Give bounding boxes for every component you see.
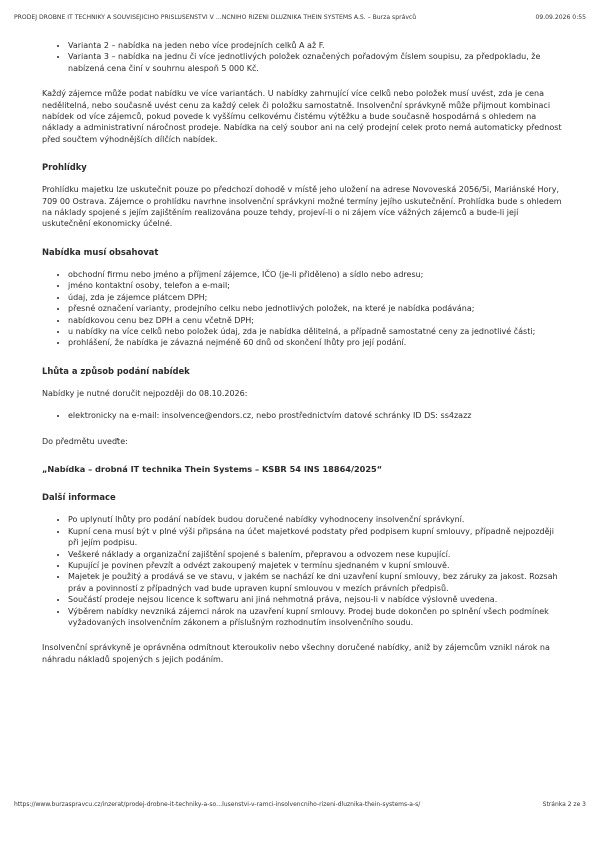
list-item: • Kupní cena musí být v plné výši připsána na účet majetkové podstaty před podpisem kupní smlouvy, případně nejpozději při jejím podpisu.: [68, 526, 564, 549]
list-item: • Veškeré náklady a organizační zajištění spojené s balením, přepravou a odvozem nese kupující.: [68, 549, 564, 560]
list-item: • Součástí prodeje nejsou licence k softwaru ani jiná nehmotná práva, nejsou-li v nabídce výslovně uvedena.: [68, 594, 564, 605]
list-item: • Majetek je použitý a prodává se ve stavu, v jakém se nachází ke dni uzavření kupní smlouvy, bez záruky za jakost. Rozsah práv a povinností z případných vad bude upraven kupní smlouvou v mezích právních předpisů.: [68, 571, 564, 594]
print-footer: [14, 801, 586, 808]
prohlidky-text: Prohlídku majetku lze uskutečnit pouze po předchozí dohodě v místě jeho uložení na adrese Novoveská 2056/5i, Mariánské Hory, 709 00 Ostrava. Zájemce o prohlídku navrhne insolvenční správkyni možné termíny jejího uskutečnění. Prohlídka bude s ohledem na náklady spojené s jejím zajištěním realizována pouze tehdy, projeví-li o ni zájem více vážných zájemců a bude-li její uskutečnění ekonomicky účelné.: [42, 185, 562, 229]
dalsi-list: [42, 514, 564, 628]
list-item: • Výběrem nabídky nevzniká zájemci nárok na uzavření kupní smlouvy. Prodej bude dokončen po splnění všech podmínek vyžadovaných insolvenčním zákonem a příslušným rozhodnutím insolvenčního soudu.: [68, 606, 564, 629]
list-item: • Varianta 3 – nabídka na jednu či více jednotlivých položek označených pořadovým číslem soupisu, za předpokladu, že nabízená cena činí v souhrnu alespoň 5 000 Kč.: [68, 51, 564, 74]
list-item: • jméno kontaktní osoby, telefon a e-mail;: [68, 280, 564, 291]
heading-dalsi: Další informace: [42, 492, 116, 503]
closing-paragraph: Insolvenční správkyně je oprávněna odmítnout kteroukoliv nebo všechny doručené nabídky, aniž by zájemcům vznikl nárok na náhradu nákladů spojených s jejich podáním.: [42, 643, 550, 664]
lhuta-text: Nabídky je nutné doručit nejpozději do 08.10.2026:: [42, 388, 248, 398]
variants-paragraph: Každý zájemce může podat nabídku ve více variantách. U nabídky zahrnující více celků nebo položek musí uvést, zda je cena nedělitelná, nebo současně uvést cenu za každý celek či položku samostatně. Insolvenční správkyně může přijmout kombinaci nabídek od více zájemců, pokud povede k vyššímu celkovému čistému výtěžku a bude současně hospodárná s ohledem na náklady a administrativní náročnost prodeje. Nabídka na celý soubor ani na celý prodejní celek proto nemá automaticky přednost před součtem výhodnějších dílčích nabídek.: [42, 89, 562, 144]
footer-url: https://www.burzaspravcu.cz/inzerat/prodej-drobne-it-techniky-a-so…lusenstvi-v-ramci-insolvencniho-rizeni-dluznika-thein-systems-a-s/: [14, 801, 421, 808]
heading-lhuta: Lhůta a způsob podání nabídek: [42, 365, 190, 376]
list-item: • nabídkovou cenu bez DPH a cenu včetně DPH;: [68, 315, 564, 326]
list-item: • obchodní firmu nebo jméno a příjmení zájemce, IČO (je-li přiděleno) a sídlo nebo adresu;: [68, 269, 564, 280]
list-item: • elektronicky na e-mail: insolvence@endors.cz, nebo prostřednictvím datové schránky ID DS: ss4zazz: [68, 410, 564, 421]
list-item: • údaj, zda je zájemce plátcem DPH;: [68, 292, 564, 303]
list-item: • Kupující je povinen převzít a odvézt zakoupený majetek v termínu sjednaném v kupní smlouvě.: [68, 560, 564, 571]
list-item: • u nabídky na více celků nebo položek údaj, zda je nabídka dělitelná, a případně samostatné ceny za jednotlivé části;: [68, 326, 564, 337]
subject-label: Do předmětu uveďte:: [42, 436, 128, 446]
heading-obsah: Nabídka musí obsahovat: [42, 246, 159, 257]
header-datetime: 09.09.2026 0:55: [535, 14, 586, 21]
list-item: • přesné označení varianty, prodejního celku nebo jednotlivých položek, na které je nabídka podávána;: [68, 303, 564, 314]
header-title: PRODEJ DROBNE IT TECHNIKY A SOUVISEJICIHO PRISLUSENSTVI V …NCNIHO RIZENI DLUZNIKA THEIN SYSTEMS A.S. – Burza správců: [14, 14, 417, 21]
article-body: [42, 40, 564, 665]
obsah-list: [42, 269, 564, 349]
lhuta-list: [42, 410, 564, 421]
page-number: Stránka 2 ze 3: [542, 801, 586, 808]
heading-prohlidky: Prohlídky: [42, 162, 87, 173]
variants-list: [42, 40, 564, 74]
subject-text: „Nabídka – drobná IT technika Thein Systems – KSBR 54 INS 18864/2025“: [42, 463, 383, 474]
list-item: • prohlášení, že nabídka je závazná nejméně 60 dnů od skončení lhůty pro její podání.: [68, 337, 564, 348]
print-header: [14, 14, 586, 21]
list-item: • Varianta 2 – nabídka na jeden nebo více prodejních celků A až F.: [68, 40, 564, 51]
list-item: • Po uplynutí lhůty pro podání nabídek budou doručené nabídky vyhodnoceny insolvenční správkyní.: [68, 514, 564, 525]
